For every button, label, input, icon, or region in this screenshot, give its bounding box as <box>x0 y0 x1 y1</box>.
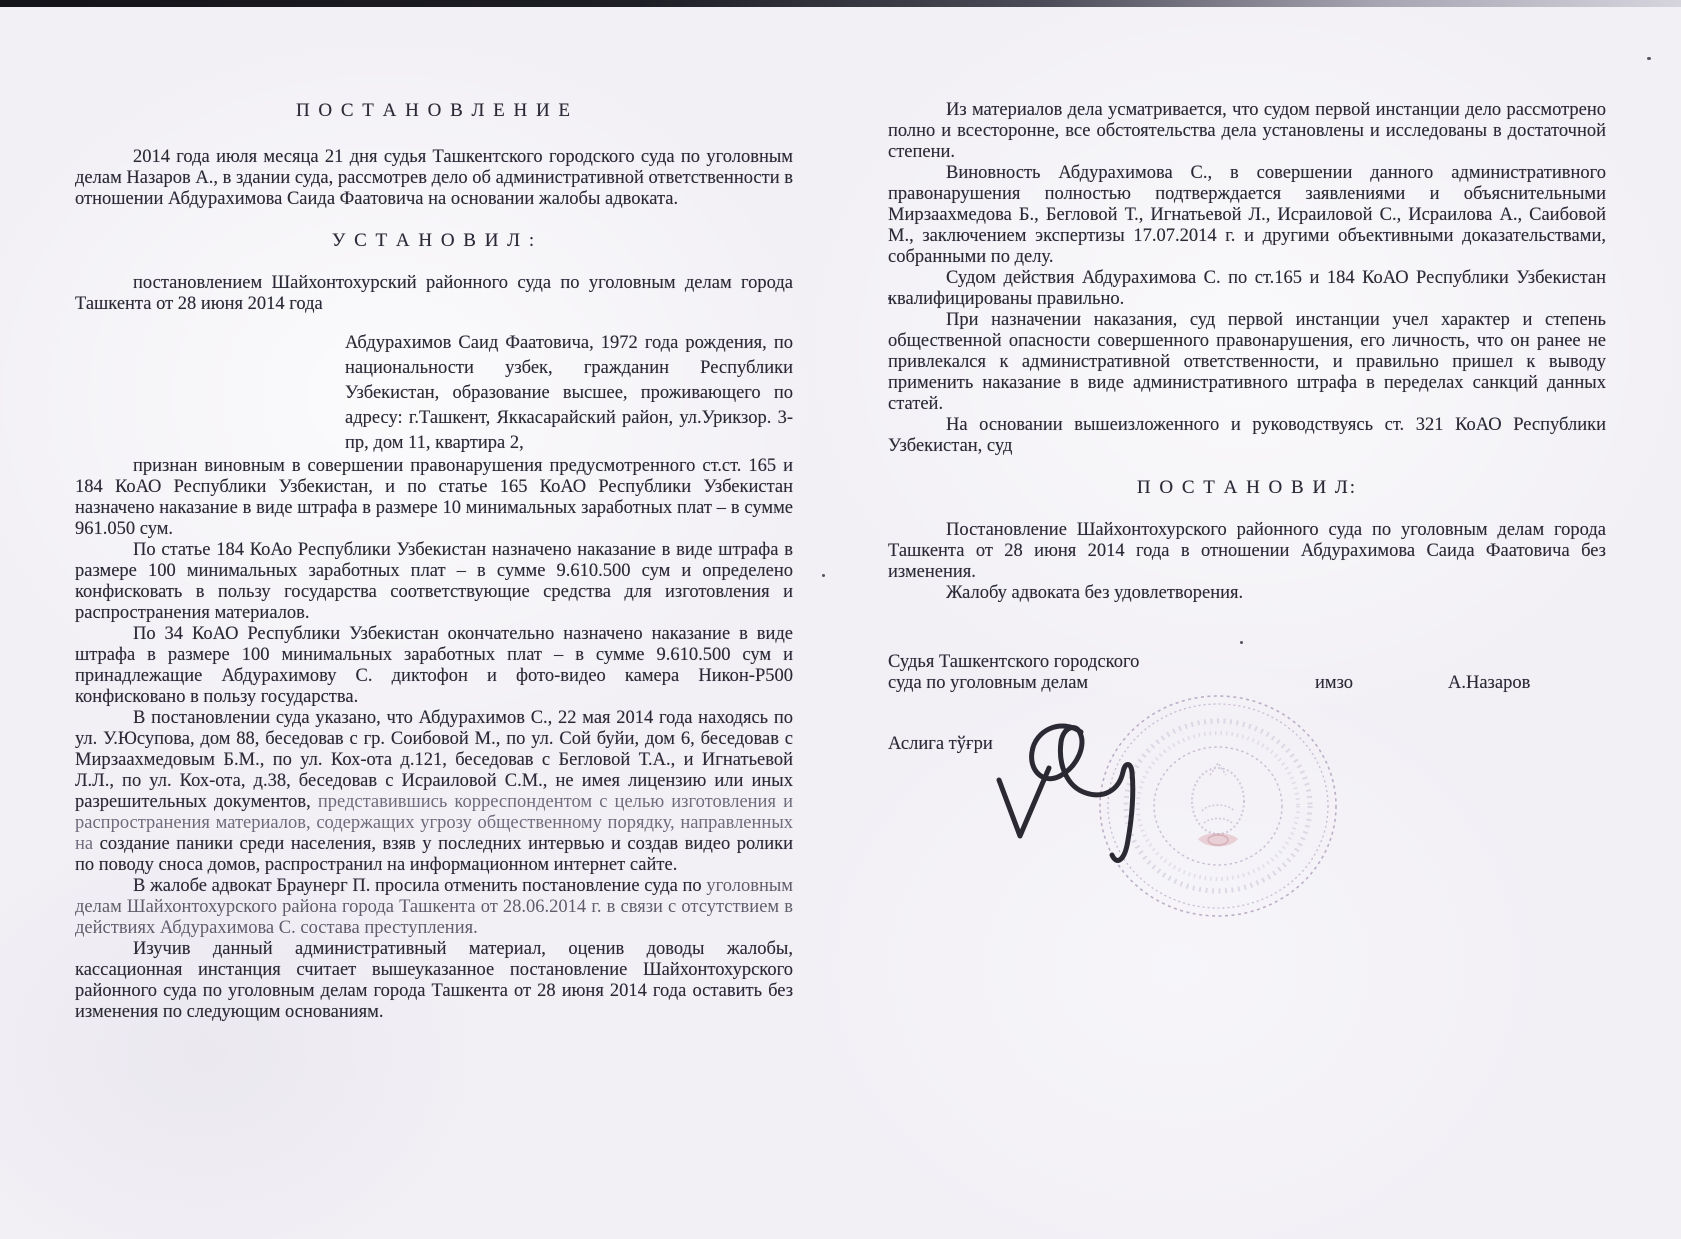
judge-role-line2: суда по уголовным делам <box>888 673 1089 693</box>
case-review-paragraph: Из материалов дела усматривается, что судом первой инстанции дело рассмотрено полно и всесторонне, все обстоятельства дела установлены и исследованы в достаточной степени. <box>888 100 1606 162</box>
postanovil-heading: П О С Т А Н О В И Л: <box>1136 477 1358 498</box>
page-left <box>75 100 793 1023</box>
complaint-dismissed-paragraph: Жалобу адвоката без удовлетворения. <box>946 583 1244 603</box>
intro-paragraph: 2014 года июля месяца 21 дня судья Ташкентского городского суда по уголовным делам Назаров А., в здании суда, рассмотрев дело об административной ответственности в отношении Абдурахимова Саида Фаатовича на основании жалобы адвоката. <box>75 147 793 209</box>
advocate-complaint-part1: В жалобе адвокат Браунерг П. просила отменить постановление суда по <box>133 876 707 896</box>
defendant-details-block: Абдурахимов Саид Фаатовича, 1972 года рождения, по национальности узбек, гражданин Республики Узбекистан, образование высшее, проживающего по адресу: г.Ташкент, Яккасарайский район, ул.Урикзор. 3-пр, дом 11, квартира 2, <box>345 333 793 453</box>
certified-copy-label: Аслига тўғри <box>888 734 993 754</box>
article-34-paragraph: По 34 КоАО Республики Узбекистан окончательно назначено наказание в виде штрафа в размере 100 минимальных заработных плат – в сумме 9.610.500 сум и принадлежащие Абдурахимову С. диктофон и фото-видео камера Никон-Р500 конфисковано в пользу государства. <box>75 624 793 707</box>
judge-role-line2-row <box>888 673 1606 694</box>
case-facts-part1: В постановлении суда указано, что Абдурахимов С., 22 мая 2014 года находясь по ул. У.Юсупова, дом 88, беседовав с гр. Соибовой М., по ул. Сой буйи, дом 6, беседовав с Мирзаахмедовым Б.М., по ул. Кох-ота д.121, беседовав с Бегловой Т.А., и Игнатьевой Л.Л., по ул. Кох-ота, д.38, беседовав с Исраиловой С.М., не имея лицензию или иных разрешительных документов, <box>75 708 793 812</box>
scan-edge-artifact <box>0 0 1681 7</box>
advocate-complaint-part2-faded: уголовным делам Шайхонтохурского района города Ташкента от 28.06.2014 г. в связи с отсутствием в действиях Абдурахимова С. состава преступления. <box>75 876 793 938</box>
sentencing-consideration-paragraph: При назначении наказания, суд первой инстанции учел характер и степень общественной опасности совершенного правонарушения, его личность, что он ранее не привлекался к административной ответственности, и правильно пришел к выводу применить наказание в виде административного штрафа в переделах санкций данных статей. <box>888 310 1606 414</box>
page-right <box>888 100 1606 755</box>
scan-speck <box>1647 57 1651 60</box>
guilty-verdict-paragraph: признан виновным в совершении правонарушения предусмотренного ст.ст. 165 и 184 КоАО Республики Узбекистан, и по статье 165 КоАО Республики Узбекистан назначено наказание в виде штрафа в размере 10 минимальных заработных плат – в сумме 961.050 сум. <box>75 456 793 539</box>
ruling-title: П О С Т А Н О В Л Е Н И Е <box>295 100 573 121</box>
case-facts-part2-faded: представившись корреспондентом с целью изготовления и распространения материалов, содержащих угрозу общественному порядку, направленных на <box>75 792 793 854</box>
case-facts-paragraph <box>75 708 793 876</box>
scan-speck <box>822 574 825 577</box>
ustanovil-heading: У С Т А Н О В И Л : <box>331 230 537 251</box>
imzo-label: имзо <box>1315 673 1354 693</box>
legal-basis-paragraph: На основании вышеизложенного и руководствуясь ст. 321 КоАО Республики Узбекистан, суд <box>888 415 1606 456</box>
case-facts-part3: создание паники среди населения, взяв у последних интервью и создав видео ролики по поводу сноса домов, распространил на информационном интернет сайте. <box>75 834 793 875</box>
guilt-evidence-paragraph: Виновность Абдурахимова С., в совершении данного административного правонарушения полностью подтверждается заявлениями и объяснительными Мирзаахмедова Б., Бегловой Т., Игнатьевой Л., Исраиловой С., Исраилова А., Саибовой М., заключением экспертизы 17.07.2014 г. и другими объективными доказательствами, собранными по делу. <box>888 163 1606 267</box>
article-184-paragraph: По статье 184 КоАо Республики Узбекистан назначено наказание в виде штрафа в размере 100 минимальных заработных плат – в сумме 9.610.500 сум и определено конфисковать в пользу государства соответствующие средства для изготовления и распространения материалов. <box>75 540 793 623</box>
handwritten-signature <box>985 712 1175 897</box>
judge-role-line1: Судья Ташкентского городского <box>888 652 1140 672</box>
qualification-paragraph: Судом действия Абдурахимова С. по ст.165 и 184 КоАО Республики Узбекистан квалифицированы правильно. <box>888 268 1606 309</box>
judge-name: А.Назаров <box>1448 673 1531 693</box>
advocate-complaint-paragraph <box>75 876 793 939</box>
cassation-conclusion-paragraph: Изучив данный административный материал, оценив доводы жалобы, кассационная инстанция считает вышеуказанное постановление Шайхонтохурского районного суда по уголовным делам города Ташкента от 28 июня 2014 года оставить без изменения по следующим основаниям. <box>75 939 793 1022</box>
final-resolution-paragraph: Постановление Шайхонтохурского районного суда по уголовным делам города Ташкента от 28 июня 2014 года в отношении Абдурахимова Саида Фаатовича без изменения. <box>888 520 1606 582</box>
lower-court-ruling-paragraph: постановлением Шайхонтохурский районного суда по уголовным делам города Ташкента от 28 июня 2014 года <box>75 273 793 314</box>
